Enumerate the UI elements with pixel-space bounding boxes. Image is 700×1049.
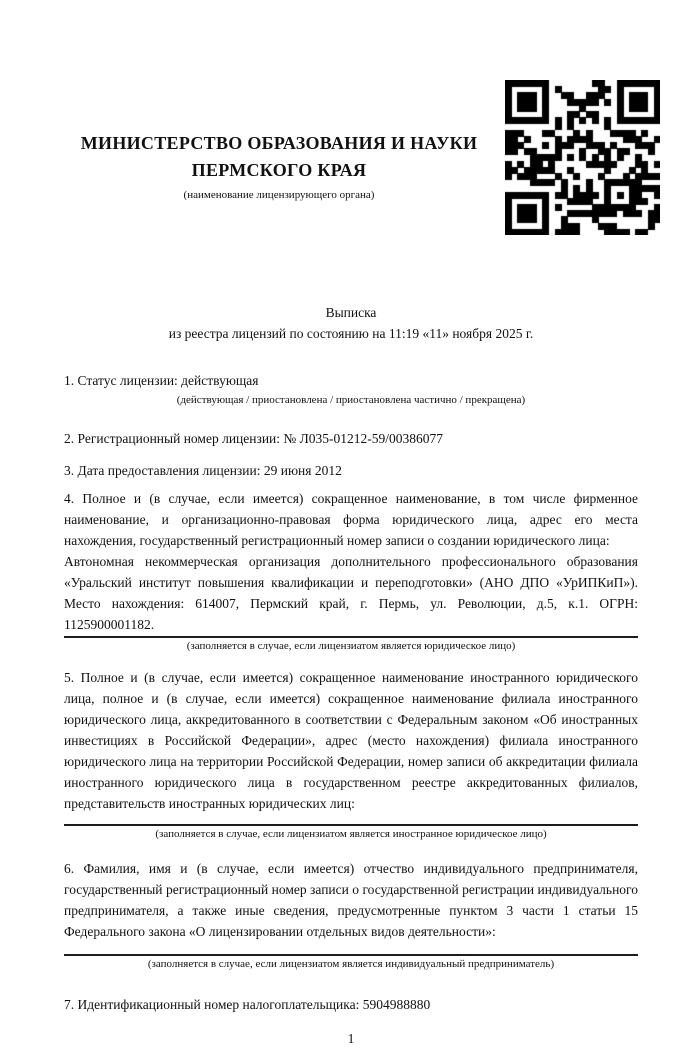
item-individual-entrepreneur bbox=[64, 858, 638, 972]
item-license-date bbox=[64, 460, 638, 481]
registration-number-text: 2. Регистрационный номер лицензии: № Л035-01212-59/00386077 bbox=[64, 431, 444, 446]
item-license-status bbox=[64, 370, 638, 408]
license-status-text: 1. Статус лицензии: действующая bbox=[64, 373, 259, 388]
foreign-entity-note: (заполняется в случае, если лицензиатом является иностранное юридическое лицо) bbox=[155, 828, 547, 840]
foreign-entity-label: 5. Полное и (в случае, если имеется) сокращенное наименование иностранного юридического лица, полное и (в случае, если имеется) сокращенное наименование филиала иностранного юридического лица, аккредитованного в соответствии с Федеральным законом «Об иностранных инвестициях в Российской Федерации», адрес (место нахождения) филиала иностранного юридического лица на территории Российской Федерации, номер записи об аккредитации филиала иностранного юридического лица в государственном реестре аккредитованных филиалов, представительств иностранных юридических лиц: bbox=[64, 670, 638, 811]
individual-entrepreneur-note: (заполняется в случае, если лицензиатом является индивидуальный предприниматель) bbox=[147, 958, 555, 970]
item-foreign-entity bbox=[64, 667, 638, 842]
qr-code-icon bbox=[505, 80, 660, 235]
document-header bbox=[64, 130, 494, 202]
item-legal-entity bbox=[64, 488, 638, 654]
license-status-options-note: (действующая / приостановлена / приостановлена частично / прекращена) bbox=[176, 394, 526, 406]
item-registration-number bbox=[64, 428, 638, 449]
legal-entity-value: Автономная некоммерческая организация дополнительного профессионального образования «Уральский институт повышения квалификации и переподготовки» (АНО ДПО «УрИПКиП»). Место нахождения: 614007, Пермский край, г. Пермь, ул. Революции, д.5, к.1. ОГРН: 1125900001182. bbox=[64, 554, 638, 632]
ministry-name-line2: ПЕРМСКОГО КРАЯ bbox=[191, 160, 367, 180]
ministry-name-line1: МИНИСТЕРСТВО ОБРАЗОВАНИЯ И НАУКИ bbox=[80, 133, 478, 153]
taxpayer-id-text: 7. Идентификационный номер налогоплательщика: 5904988880 bbox=[64, 997, 431, 1012]
document-title-line2: из реестра лицензий по состоянию на 11:19 «11» ноября 2025 г. bbox=[168, 326, 534, 341]
individual-entrepreneur-label: 6. Фамилия, имя и (в случае, если имеется) отчество индивидуального предпринимателя, государственный регистрационный номер записи о государственной регистрации индивидуального предпринимателя, а также иные сведения, предусмотренные пунктом 3 части 1 статьи 15 Федерального закона «О лицензировании отдельных видов деятельности»: bbox=[64, 861, 638, 939]
page-number: 1 bbox=[347, 1031, 355, 1046]
legal-entity-label: 4. Полное и (в случае, если имеется) сокращенное наименование, в том числе фирменное наименование, и организационно-правовая форма юридического лица, адрес его места нахождения, государственный регистрационный номер записи о создании юридического лица: bbox=[64, 491, 638, 548]
document-title bbox=[64, 302, 638, 344]
license-date-text: 3. Дата предоставления лицензии: 29 июня 2012 bbox=[64, 463, 342, 478]
item-taxpayer-id bbox=[64, 994, 638, 1015]
ministry-caption: (наименование лицензирующего органа) bbox=[183, 189, 375, 201]
document-title-line1: Выписка bbox=[325, 305, 377, 320]
legal-entity-note: (заполняется в случае, если лицензиатом является юридическое лицо) bbox=[186, 640, 516, 652]
